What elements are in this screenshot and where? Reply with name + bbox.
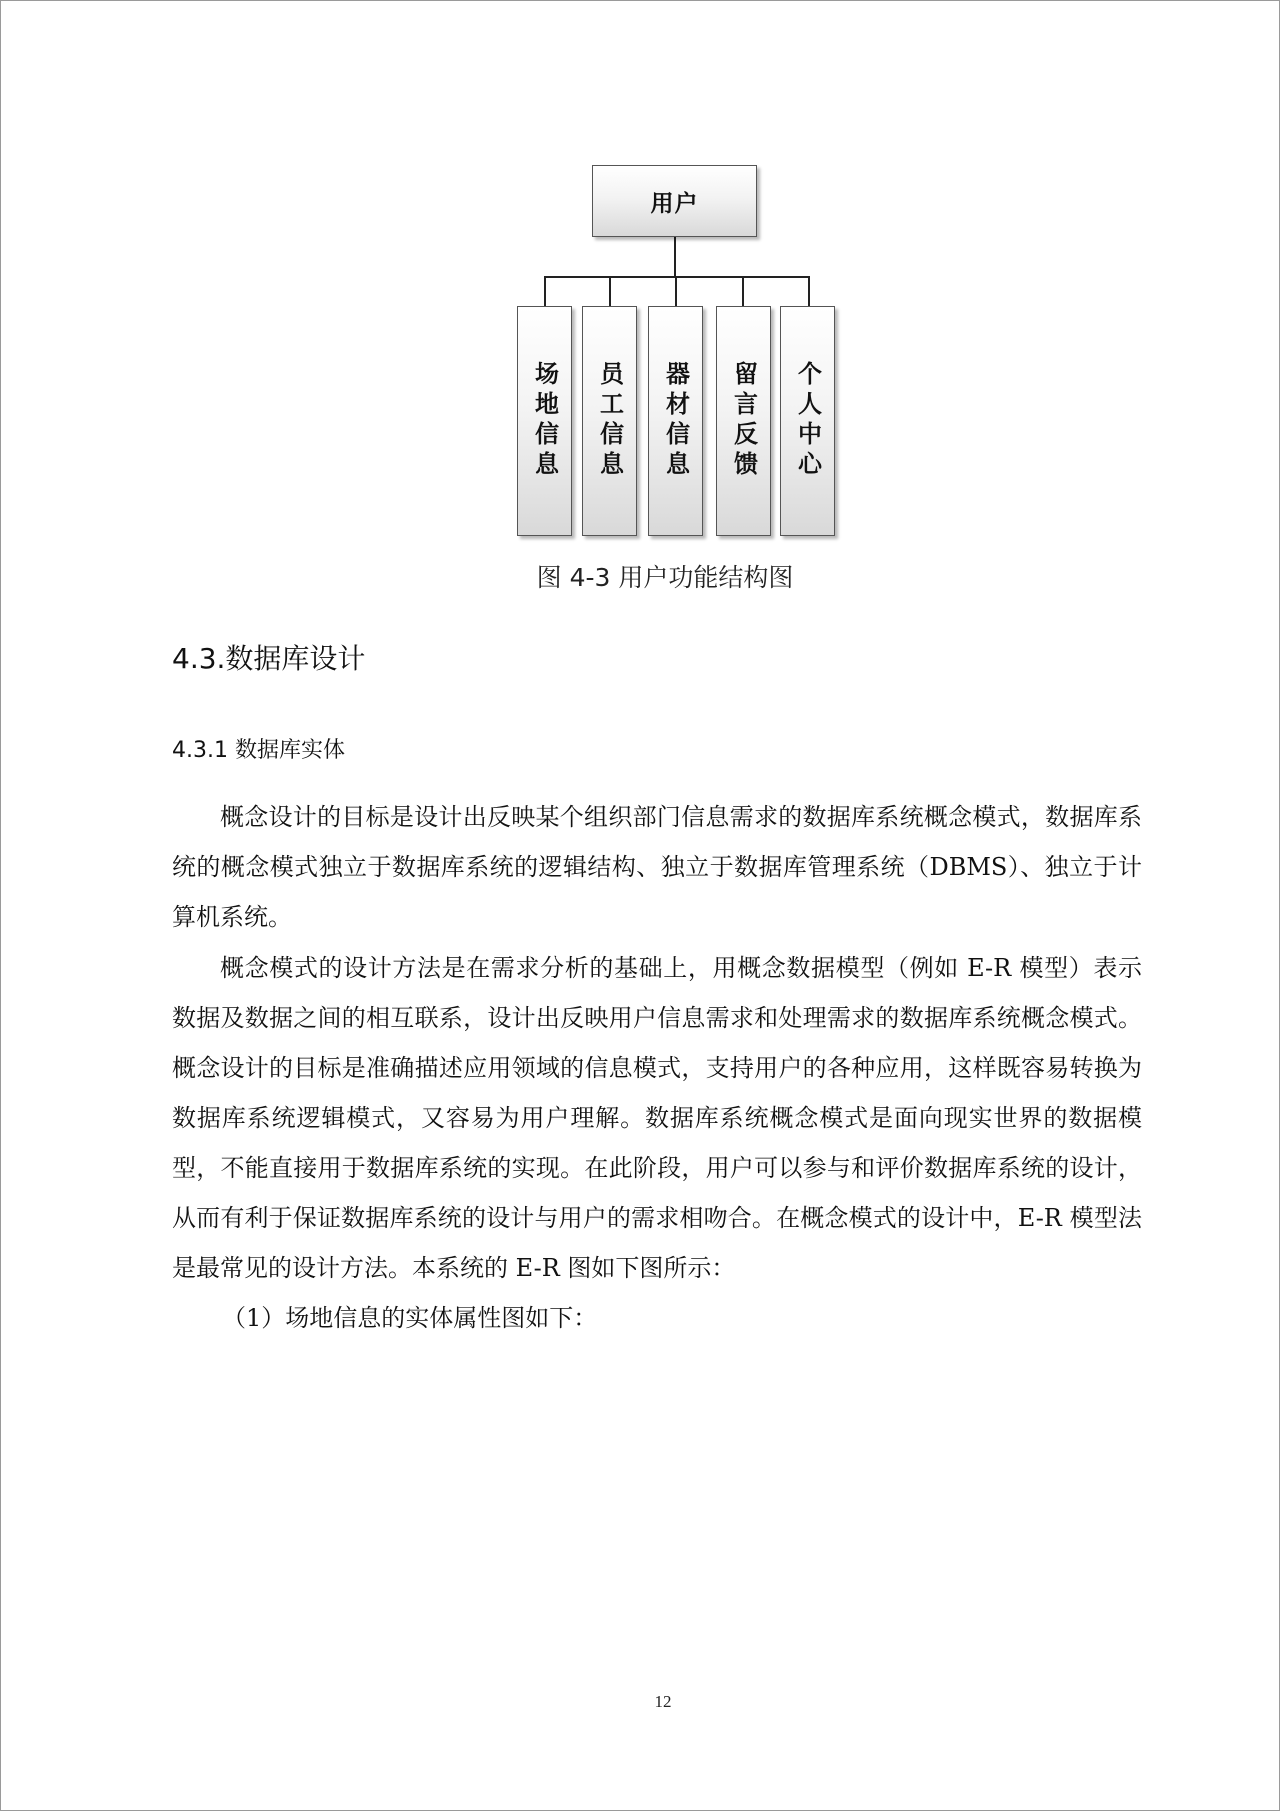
paragraph-text: 概念模式的设计方法是在需求分析的基础上，用概念数据模型（例如 E-R 模型）表示数据及数据之间的相互联系，设计出反映用户信息需求和处理需求的数据库系统概念模式。概念设计的目标是准确描述应用领域的信息模式，支持用户的各种应用，这样既容易转换为数据库系统逻辑模式，又容易为用户理解。数据库系统概念模式是面向现实世界的数据模型，不能直接用于数据库系统的实现。在此阶段，用户可以参与和评价数据库系统的设计，从而有利于保证数据库系统的设计与用户的需求相吻合。在概念模式的设计中，E-R 模型法是最常见的设计方法。本系统的 E-R 图如下图所示： [172,954,1142,1282]
user-function-structure-diagram [0,0,1280,560]
connector-child-5 [808,276,810,306]
list-item: （1）场地信息的实体属性图如下： [222,1304,598,1332]
connector-child-3 [675,276,677,306]
subsection-heading: 4.3.1 数据库实体 [172,738,345,763]
diagram-node-label: 个人中心 [793,361,822,481]
diagram-root-label: 用户 [650,190,699,217]
page-number: 12 [654,1692,672,1711]
connector-root-down [674,237,676,277]
diagram-node-label: 留言反馈 [729,361,758,481]
diagram-node-venue-info [517,306,572,536]
diagram-root-node [592,165,757,237]
diagram-node-equipment-info [648,306,703,536]
section-heading: 4.3.数据库设计 [172,642,366,675]
diagram-node-personal-center [780,306,835,536]
diagram-node-label: 场地信息 [530,361,559,481]
paragraph-text: 概念设计的目标是设计出反映某个组织部门信息需求的数据库系统概念模式，数据库系统的概念模式独立于数据库系统的逻辑结构、独立于数据库管理系统（DBMS）、独立于计算机系统。 [172,803,1142,931]
paragraph-1 [172,792,1142,942]
diagram-node-label: 器材信息 [661,361,690,481]
connector-horizontal-bus [544,276,810,278]
diagram-node-staff-info [582,306,637,536]
connector-child-2 [609,276,611,306]
connector-child-1 [544,276,546,306]
diagram-node-feedback [716,306,771,536]
figure-caption: 图 4-3 用户功能结构图 [536,563,794,592]
connector-child-4 [742,276,744,306]
paragraph-2 [172,943,1142,1293]
diagram-node-label: 员工信息 [595,361,624,481]
